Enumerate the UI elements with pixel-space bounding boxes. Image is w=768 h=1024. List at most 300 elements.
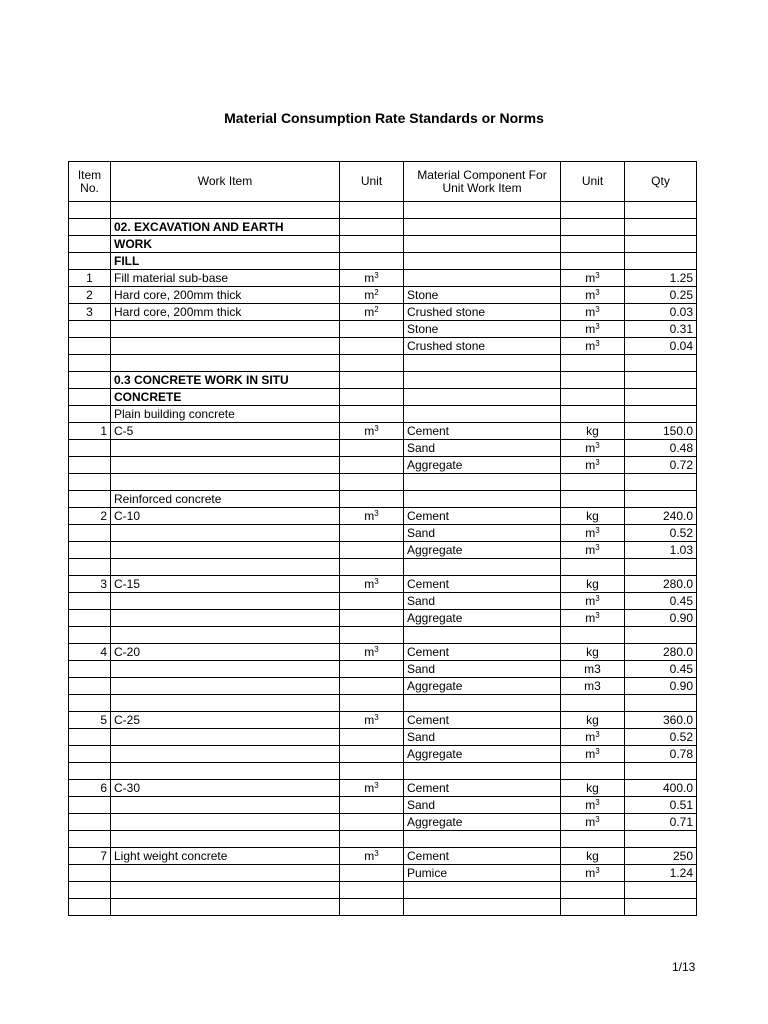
material-unit-cell <box>561 865 625 882</box>
work-item-cell <box>111 542 340 559</box>
material-unit-cell <box>561 797 625 814</box>
work-item-cell-text: Reinforced concrete <box>114 491 222 506</box>
qty-cell-text: 0.72 <box>669 457 693 472</box>
table-row <box>69 882 697 899</box>
qty-cell <box>625 763 697 780</box>
table-row <box>69 355 697 372</box>
table-row <box>69 780 697 797</box>
material-unit-cell-text: m <box>585 321 596 336</box>
material-cell-text: Cement <box>407 644 450 659</box>
unit-cell <box>340 219 404 236</box>
qty-cell <box>625 661 697 678</box>
item-no-cell <box>69 389 111 406</box>
material-unit-cell-text: m <box>585 457 596 472</box>
table-row <box>69 559 697 576</box>
unit-cell <box>340 882 404 899</box>
qty-cell <box>625 678 697 695</box>
qty-cell <box>625 593 697 610</box>
work-item-cell <box>111 610 340 627</box>
work-item-cell-text: Light weight concrete <box>114 848 228 863</box>
material-cell <box>404 865 561 882</box>
material-unit-cell <box>561 236 625 253</box>
work-item-cell <box>111 525 340 542</box>
qty-cell <box>625 321 697 338</box>
material-unit-cell <box>561 814 625 831</box>
item-no-cell <box>69 865 111 882</box>
qty-cell <box>625 236 697 253</box>
item-no-cell-text: 1 <box>100 423 107 438</box>
table-row <box>69 899 697 916</box>
material-unit-cell <box>561 593 625 610</box>
material-unit-cell <box>561 610 625 627</box>
material-unit-cell <box>561 882 625 899</box>
qty-cell <box>625 406 697 423</box>
work-item-cell <box>111 576 340 593</box>
qty-cell <box>625 882 697 899</box>
material-cell-text: Aggregate <box>407 814 463 829</box>
unit-cell-text: m <box>364 576 375 591</box>
material-unit-cell <box>561 729 625 746</box>
header-work-item: Work Item <box>111 162 340 202</box>
material-unit-cell <box>561 542 625 559</box>
qty-cell-text: 250 <box>672 848 693 863</box>
item-no-cell <box>69 474 111 491</box>
material-unit-cell <box>561 678 625 695</box>
table-row <box>69 440 697 457</box>
unit-cell <box>340 627 404 644</box>
table-row <box>69 661 697 678</box>
material-unit-cell-superscript: 3 <box>595 542 600 552</box>
material-unit-cell-text: kg <box>586 576 599 591</box>
material-unit-cell <box>561 491 625 508</box>
header-material-component: Material Component For Unit Work Item <box>404 162 561 202</box>
material-cell <box>404 797 561 814</box>
qty-cell-text: 360.0 <box>662 712 693 727</box>
material-cell-text: Stone <box>407 287 439 302</box>
item-no-cell <box>69 593 111 610</box>
material-unit-cell-superscript: 3 <box>595 304 600 314</box>
work-item-cell <box>111 559 340 576</box>
item-no-cell <box>69 202 111 219</box>
material-cell <box>404 474 561 491</box>
material-unit-cell-superscript: 3 <box>595 729 600 739</box>
material-unit-cell-text: m <box>585 814 596 829</box>
material-unit-cell <box>561 287 625 304</box>
work-item-cell-text: C-5 <box>114 423 134 438</box>
work-item-cell-text: 0.3 CONCRETE WORK IN SITU <box>114 372 289 387</box>
item-no-cell <box>69 287 111 304</box>
work-item-cell <box>111 593 340 610</box>
item-no-cell-text: 3 <box>100 576 107 591</box>
material-cell-text: Pumice <box>407 865 448 880</box>
table-row <box>69 508 697 525</box>
work-item-cell <box>111 270 340 287</box>
material-unit-cell <box>561 389 625 406</box>
material-cell-text: Cement <box>407 848 450 863</box>
material-unit-cell-superscript: 3 <box>595 746 600 756</box>
table-row <box>69 593 697 610</box>
material-cell <box>404 678 561 695</box>
unit-cell-superscript: 3 <box>374 423 379 433</box>
material-cell-text: Stone <box>407 321 439 336</box>
work-item-cell <box>111 882 340 899</box>
material-unit-cell-text: kg <box>586 423 599 438</box>
material-unit-cell-text: m <box>585 746 596 761</box>
header-material-unit: Unit <box>561 162 625 202</box>
unit-cell-superscript: 3 <box>374 508 379 518</box>
material-unit-cell <box>561 899 625 916</box>
table-row <box>69 678 697 695</box>
item-no-cell <box>69 372 111 389</box>
work-item-cell <box>111 746 340 763</box>
qty-cell <box>625 202 697 219</box>
material-unit-cell-superscript: 3 <box>595 610 600 620</box>
work-item-cell <box>111 440 340 457</box>
material-unit-cell-text: kg <box>586 780 599 795</box>
table-row <box>69 627 697 644</box>
item-no-cell-text: 4 <box>100 644 107 659</box>
material-unit-cell-text: m3 <box>584 678 601 693</box>
work-item-cell <box>111 865 340 882</box>
material-cell <box>404 814 561 831</box>
unit-cell <box>340 236 404 253</box>
table-row <box>69 457 697 474</box>
item-no-cell <box>69 797 111 814</box>
unit-cell <box>340 780 404 797</box>
material-cell-text: Aggregate <box>407 457 463 472</box>
material-unit-cell <box>561 372 625 389</box>
material-unit-cell <box>561 780 625 797</box>
unit-cell <box>340 729 404 746</box>
item-no-cell <box>69 848 111 865</box>
material-cell <box>404 746 561 763</box>
material-norms-table <box>68 161 697 916</box>
table-row <box>69 712 697 729</box>
material-cell <box>404 644 561 661</box>
material-cell-text: Aggregate <box>407 542 463 557</box>
qty-cell <box>625 542 697 559</box>
table-row <box>69 219 697 236</box>
material-cell <box>404 423 561 440</box>
work-item-cell-text: Plain building concrete <box>114 406 235 421</box>
item-no-cell <box>69 780 111 797</box>
material-cell <box>404 457 561 474</box>
material-unit-cell <box>561 253 625 270</box>
work-item-cell <box>111 372 340 389</box>
work-item-cell <box>111 644 340 661</box>
work-item-cell-text: CONCRETE <box>114 389 182 404</box>
table-row <box>69 304 697 321</box>
material-unit-cell-superscript: 3 <box>595 865 600 875</box>
qty-cell <box>625 355 697 372</box>
material-cell-text: Sand <box>407 525 436 540</box>
material-unit-cell <box>561 848 625 865</box>
qty-cell-text: 1.03 <box>669 542 693 557</box>
qty-cell <box>625 372 697 389</box>
qty-cell-text: 0.71 <box>669 814 693 829</box>
work-item-cell <box>111 678 340 695</box>
material-unit-cell <box>561 746 625 763</box>
material-cell <box>404 661 561 678</box>
qty-cell <box>625 287 697 304</box>
table-row <box>69 389 697 406</box>
material-cell <box>404 899 561 916</box>
unit-cell-text: m <box>364 644 375 659</box>
material-unit-cell <box>561 321 625 338</box>
work-item-cell <box>111 321 340 338</box>
material-unit-cell <box>561 406 625 423</box>
material-unit-cell-text: m <box>585 610 596 625</box>
qty-cell <box>625 525 697 542</box>
qty-cell-text: 0.48 <box>669 440 693 455</box>
material-unit-cell-text: m <box>585 729 596 744</box>
material-cell <box>404 287 561 304</box>
material-cell <box>404 202 561 219</box>
unit-cell <box>340 899 404 916</box>
qty-cell <box>625 831 697 848</box>
qty-cell-text: 0.90 <box>669 678 693 693</box>
work-item-cell <box>111 763 340 780</box>
material-unit-cell <box>561 440 625 457</box>
unit-cell <box>340 491 404 508</box>
material-cell <box>404 355 561 372</box>
work-item-cell <box>111 355 340 372</box>
material-unit-cell <box>561 644 625 661</box>
item-no-cell-text: 2 <box>86 287 93 302</box>
qty-cell <box>625 457 697 474</box>
material-unit-cell-text: m <box>585 287 596 302</box>
table-row <box>69 423 697 440</box>
qty-cell-text: 0.31 <box>669 321 693 336</box>
unit-cell <box>340 559 404 576</box>
material-cell <box>404 882 561 899</box>
material-cell <box>404 236 561 253</box>
header-item-no: Item No. <box>69 162 111 202</box>
item-no-cell <box>69 253 111 270</box>
work-item-cell-text: C-30 <box>114 780 141 795</box>
qty-cell-text: 1.25 <box>669 270 693 285</box>
material-unit-cell-text: m <box>585 865 596 880</box>
qty-cell <box>625 474 697 491</box>
item-no-cell <box>69 457 111 474</box>
qty-cell-text: 0.45 <box>669 593 693 608</box>
qty-cell-text: 280.0 <box>662 644 693 659</box>
work-item-cell <box>111 202 340 219</box>
item-no-cell <box>69 831 111 848</box>
work-item-cell <box>111 389 340 406</box>
table-header-row <box>69 162 697 202</box>
table-row <box>69 610 697 627</box>
header-qty: Qty <box>625 162 697 202</box>
qty-cell <box>625 695 697 712</box>
work-item-cell <box>111 797 340 814</box>
item-no-cell <box>69 763 111 780</box>
item-no-cell <box>69 882 111 899</box>
material-unit-cell-text: m <box>585 593 596 608</box>
unit-cell-superscript: 2 <box>374 287 379 297</box>
material-unit-cell <box>561 525 625 542</box>
material-unit-cell <box>561 508 625 525</box>
work-item-cell <box>111 661 340 678</box>
work-item-cell <box>111 287 340 304</box>
qty-cell <box>625 729 697 746</box>
unit-cell <box>340 848 404 865</box>
qty-cell-text: 0.90 <box>669 610 693 625</box>
material-unit-cell <box>561 219 625 236</box>
item-no-cell-text: 1 <box>86 270 93 285</box>
table-row <box>69 814 697 831</box>
table-row <box>69 644 697 661</box>
material-cell-text: Cement <box>407 712 450 727</box>
material-unit-cell-text: m <box>585 270 596 285</box>
material-cell-text: Sand <box>407 797 436 812</box>
work-item-cell <box>111 236 340 253</box>
table-row <box>69 474 697 491</box>
item-no-cell-text: 3 <box>86 304 93 319</box>
work-item-cell <box>111 899 340 916</box>
unit-cell <box>340 746 404 763</box>
work-item-cell <box>111 780 340 797</box>
material-cell <box>404 593 561 610</box>
work-item-cell-text: C-10 <box>114 508 141 523</box>
item-no-cell-text: 6 <box>100 780 107 795</box>
material-cell <box>404 270 561 287</box>
qty-cell <box>625 865 697 882</box>
work-item-cell <box>111 814 340 831</box>
material-cell <box>404 321 561 338</box>
qty-cell-text: 0.45 <box>669 661 693 676</box>
material-unit-cell <box>561 338 625 355</box>
table-row <box>69 287 697 304</box>
material-unit-cell <box>561 457 625 474</box>
unit-cell <box>340 644 404 661</box>
qty-cell <box>625 338 697 355</box>
material-cell <box>404 253 561 270</box>
qty-cell <box>625 627 697 644</box>
material-unit-cell <box>561 627 625 644</box>
unit-cell <box>340 525 404 542</box>
item-no-cell <box>69 729 111 746</box>
item-no-cell <box>69 610 111 627</box>
material-cell <box>404 508 561 525</box>
item-no-cell <box>69 644 111 661</box>
qty-cell-text: 0.78 <box>669 746 693 761</box>
table-row <box>69 831 697 848</box>
material-cell <box>404 491 561 508</box>
material-cell-text: Sand <box>407 729 436 744</box>
work-item-cell <box>111 508 340 525</box>
item-no-cell <box>69 236 111 253</box>
work-item-cell <box>111 253 340 270</box>
table-row <box>69 525 697 542</box>
unit-cell-superscript: 3 <box>374 848 379 858</box>
qty-cell <box>625 508 697 525</box>
work-item-cell <box>111 695 340 712</box>
item-no-cell <box>69 542 111 559</box>
unit-cell <box>340 763 404 780</box>
unit-cell <box>340 474 404 491</box>
item-no-cell <box>69 627 111 644</box>
work-item-cell <box>111 423 340 440</box>
qty-cell <box>625 576 697 593</box>
unit-cell <box>340 814 404 831</box>
qty-cell-text: 0.52 <box>669 525 693 540</box>
work-item-cell-text: C-15 <box>114 576 141 591</box>
material-unit-cell-superscript: 3 <box>595 270 600 280</box>
unit-cell <box>340 389 404 406</box>
work-item-cell-text: Hard core, 200mm thick <box>114 304 242 319</box>
qty-cell <box>625 253 697 270</box>
work-item-cell-text: 02. EXCAVATION AND EARTH <box>114 219 284 234</box>
item-no-cell <box>69 746 111 763</box>
table-row <box>69 270 697 287</box>
material-cell <box>404 627 561 644</box>
material-cell-text: Aggregate <box>407 746 463 761</box>
table-row <box>69 848 697 865</box>
item-no-cell <box>69 559 111 576</box>
qty-cell-text: 1.24 <box>669 865 693 880</box>
material-cell-text: Sand <box>407 440 436 455</box>
unit-cell <box>340 253 404 270</box>
unit-cell <box>340 610 404 627</box>
qty-cell-text: 150.0 <box>662 423 693 438</box>
unit-cell <box>340 865 404 882</box>
table-row <box>69 865 697 882</box>
item-no-cell-text: 7 <box>100 848 107 863</box>
material-unit-cell-text: m <box>585 338 596 353</box>
unit-cell <box>340 457 404 474</box>
unit-cell <box>340 338 404 355</box>
material-unit-cell <box>561 474 625 491</box>
unit-cell <box>340 440 404 457</box>
material-unit-cell <box>561 304 625 321</box>
qty-cell-text: 0.04 <box>669 338 693 353</box>
item-no-cell-text: 2 <box>100 508 107 523</box>
qty-cell <box>625 559 697 576</box>
material-unit-cell <box>561 202 625 219</box>
unit-cell <box>340 797 404 814</box>
qty-cell <box>625 270 697 287</box>
unit-cell <box>340 661 404 678</box>
unit-cell-text: m <box>364 304 375 319</box>
work-item-cell-text: C-20 <box>114 644 141 659</box>
item-no-cell <box>69 678 111 695</box>
qty-cell-text: 400.0 <box>662 780 693 795</box>
unit-cell <box>340 406 404 423</box>
item-no-cell <box>69 355 111 372</box>
material-cell <box>404 389 561 406</box>
unit-cell <box>340 712 404 729</box>
material-unit-cell-text: m <box>585 304 596 319</box>
unit-cell <box>340 593 404 610</box>
unit-cell-superscript: 2 <box>374 304 379 314</box>
material-unit-cell-text: m <box>585 440 596 455</box>
material-unit-cell <box>561 831 625 848</box>
unit-cell <box>340 202 404 219</box>
work-item-cell <box>111 627 340 644</box>
qty-cell-text: 0.25 <box>669 287 693 302</box>
work-item-cell <box>111 406 340 423</box>
qty-cell-text: 0.03 <box>669 304 693 319</box>
qty-cell <box>625 899 697 916</box>
qty-cell <box>625 814 697 831</box>
material-cell-text: Cement <box>407 780 450 795</box>
material-cell-text: Aggregate <box>407 610 463 625</box>
work-item-cell <box>111 338 340 355</box>
table-row <box>69 763 697 780</box>
table-row <box>69 729 697 746</box>
material-unit-cell-superscript: 3 <box>595 593 600 603</box>
